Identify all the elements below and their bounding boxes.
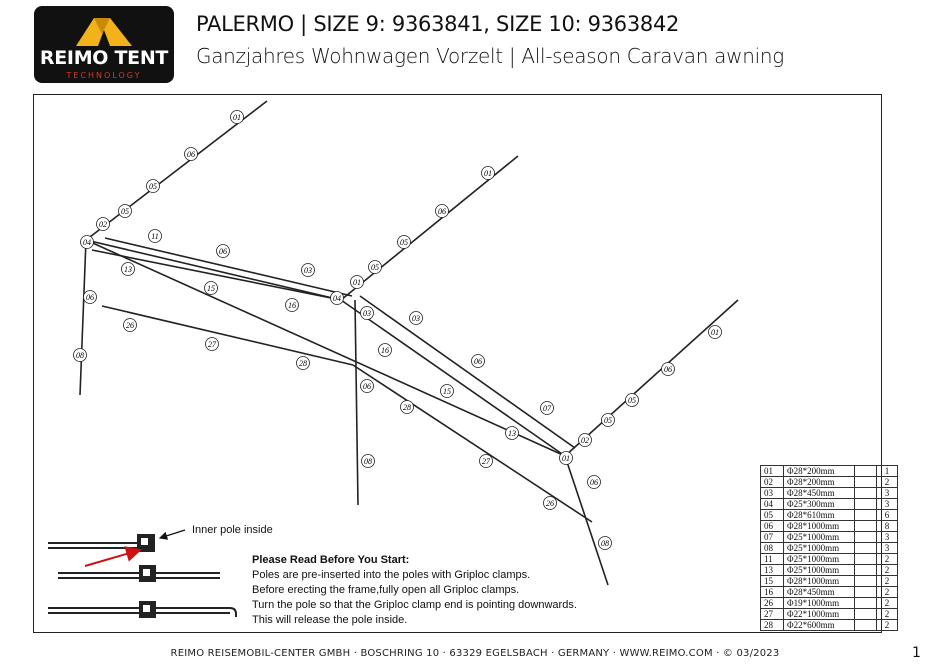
part-callout-number: 01 — [484, 169, 492, 178]
page-number: 1 — [912, 645, 921, 661]
parts-cell-spec: Φ28*200mm — [784, 466, 855, 477]
pole-segment — [105, 238, 352, 296]
part-callout-number: 26 — [546, 499, 554, 508]
pole-segment — [565, 300, 738, 456]
logo-wordmark: REIMO TENT — [39, 47, 169, 69]
parts-cell-qty: 2 — [877, 598, 898, 609]
part-callout-number: 02 — [99, 220, 107, 229]
document-title: PALERMO | SIZE 9: 9363841, SIZE 10: 9363842 — [196, 12, 680, 36]
parts-cell-qty: 2 — [877, 565, 898, 576]
part-callout-number: 03 — [363, 309, 371, 318]
part-callout — [351, 276, 364, 289]
parts-cell-spec: Φ22*1000mm — [784, 609, 855, 620]
parts-cell-blank — [855, 620, 877, 631]
parts-cell-qty: 2 — [877, 477, 898, 488]
part-callout — [588, 476, 601, 489]
part-callout-number: 01 — [353, 278, 361, 287]
instruction-line: Turn the pole so that the Griploc clamp end is pointing downwards. — [252, 599, 577, 611]
part-callout-number: 05 — [121, 207, 129, 216]
parts-cell-no: 02 — [761, 477, 784, 488]
parts-cell-blank — [855, 499, 877, 510]
part-callout — [441, 385, 454, 398]
part-callout-number: 03 — [304, 266, 312, 275]
part-callout-number: 06 — [187, 150, 195, 159]
part-callout-number: 13 — [124, 265, 132, 274]
part-callout-number: 05 — [149, 182, 157, 191]
part-callout — [398, 236, 411, 249]
parts-cell-blank — [855, 477, 877, 488]
parts-cell-blank — [855, 565, 877, 576]
parts-cell-spec: Φ28*1000mm — [784, 576, 855, 587]
parts-cell-qty: 2 — [877, 620, 898, 631]
parts-cell-qty: 1 — [877, 466, 898, 477]
parts-table-row — [761, 609, 898, 620]
parts-cell-blank — [855, 554, 877, 565]
part-callout-number: 08 — [601, 539, 609, 548]
parts-cell-qty: 2 — [877, 609, 898, 620]
parts-table-row — [761, 477, 898, 488]
pole-segment — [355, 300, 358, 505]
pole-segment — [341, 300, 565, 456]
parts-cell-blank — [855, 609, 877, 620]
logo-subtitle: TECHNOLOGY — [66, 71, 142, 80]
parts-table-row — [761, 466, 898, 477]
part-callout — [506, 427, 519, 440]
part-callout-number: 15 — [207, 284, 215, 293]
parts-cell-no: 07 — [761, 532, 784, 543]
part-callout — [410, 312, 423, 325]
parts-cell-spec: Φ28*450mm — [784, 488, 855, 499]
parts-cell-blank — [855, 466, 877, 477]
part-callout — [97, 218, 110, 231]
parts-cell-qty: 3 — [877, 532, 898, 543]
part-callout-number: 28 — [299, 359, 307, 368]
part-callout-number: 06 — [86, 293, 94, 302]
parts-table-row — [761, 488, 898, 499]
griploc-clamp-legend — [48, 530, 236, 618]
part-callout — [401, 401, 414, 414]
document-subtitle: Ganzjahres Wohnwagen Vorzelt | All-season Caravan awning — [196, 44, 784, 68]
part-callout — [599, 537, 612, 550]
part-callout-number: 01 — [711, 328, 719, 337]
parts-cell-spec: Φ28*1000mm — [784, 521, 855, 532]
instruction-line: Poles are pre-inserted into the poles with Griploc clamps. — [252, 569, 531, 581]
parts-cell-spec: Φ28*200mm — [784, 477, 855, 488]
part-callout — [286, 299, 299, 312]
parts-table-row — [761, 510, 898, 521]
parts-cell-qty: 6 — [877, 510, 898, 521]
parts-cell-spec: Φ25*1000mm — [784, 543, 855, 554]
parts-cell-spec: Φ28*450mm — [784, 587, 855, 598]
part-callout-number: 06 — [590, 478, 598, 487]
part-callout-number: 06 — [438, 207, 446, 216]
part-callout-number: 02 — [581, 436, 589, 445]
part-callout — [206, 338, 219, 351]
part-callout-number: 05 — [371, 263, 379, 272]
parts-cell-qty: 3 — [877, 543, 898, 554]
parts-cell-blank — [855, 587, 877, 598]
parts-cell-no: 13 — [761, 565, 784, 576]
parts-cell-spec: Φ25*1000mm — [784, 532, 855, 543]
part-callout-number: 27 — [482, 457, 490, 466]
inner-pole-label: Inner pole inside — [192, 524, 273, 536]
parts-cell-blank — [855, 488, 877, 499]
part-callout — [662, 363, 675, 376]
parts-table — [760, 465, 898, 631]
part-callout-number: 06 — [474, 357, 482, 366]
parts-cell-no: 11 — [761, 554, 784, 565]
part-callout — [124, 319, 137, 332]
part-callout — [185, 148, 198, 161]
part-callout — [560, 452, 573, 465]
parts-cell-no: 08 — [761, 543, 784, 554]
parts-cell-qty: 2 — [877, 587, 898, 598]
instruction-line: This will release the pole inside. — [252, 614, 408, 626]
parts-cell-qty: 2 — [877, 576, 898, 587]
parts-cell-no: 16 — [761, 587, 784, 598]
part-callout — [472, 355, 485, 368]
pole-segment — [80, 240, 86, 395]
parts-cell-spec: Φ22*600mm — [784, 620, 855, 631]
parts-cell-spec: Φ19*1000mm — [784, 598, 855, 609]
part-callout-number: 04 — [83, 238, 91, 247]
parts-cell-blank — [855, 543, 877, 554]
part-callout-number: 11 — [151, 232, 159, 241]
parts-cell-spec: Φ28*610mm — [784, 510, 855, 521]
parts-cell-spec: Φ25*300mm — [784, 499, 855, 510]
part-callout-number: 28 — [403, 403, 411, 412]
parts-cell-no: 26 — [761, 598, 784, 609]
pole-segment — [102, 306, 353, 365]
parts-cell-spec: Φ25*1000mm — [784, 565, 855, 576]
part-callout-number: 16 — [381, 346, 389, 355]
part-callout — [297, 357, 310, 370]
parts-cell-no: 03 — [761, 488, 784, 499]
part-callout — [302, 264, 315, 277]
part-callout-number: 26 — [126, 321, 134, 330]
instructions-heading: Please Read Before You Start: — [252, 554, 410, 566]
pole-segment — [360, 296, 575, 448]
part-callout — [331, 292, 344, 305]
part-callout — [602, 414, 615, 427]
parts-table-row — [761, 576, 898, 587]
part-callout-number: 01 — [233, 113, 241, 122]
part-callout — [436, 205, 449, 218]
part-callout-number: 13 — [508, 429, 516, 438]
parts-cell-no: 01 — [761, 466, 784, 477]
parts-table-row — [761, 521, 898, 532]
parts-cell-blank — [855, 510, 877, 521]
parts-table-row — [761, 532, 898, 543]
parts-cell-no: 15 — [761, 576, 784, 587]
part-callout-number: 06 — [664, 365, 672, 374]
part-callout — [626, 394, 639, 407]
pole-segment — [353, 365, 592, 522]
part-callout-number: 04 — [333, 294, 341, 303]
parts-cell-no: 28 — [761, 620, 784, 631]
part-callout — [147, 180, 160, 193]
part-callout — [74, 349, 87, 362]
part-callout — [361, 380, 374, 393]
part-callout-number: 06 — [219, 247, 227, 256]
part-callout-number: 27 — [208, 340, 216, 349]
parts-table-row — [761, 543, 898, 554]
part-callout-number: 08 — [364, 457, 372, 466]
part-callout — [119, 205, 132, 218]
parts-table-row — [761, 565, 898, 576]
parts-cell-qty: 8 — [877, 521, 898, 532]
part-callout-number: 16 — [288, 301, 296, 310]
parts-cell-no: 05 — [761, 510, 784, 521]
part-callout — [122, 263, 135, 276]
part-callout — [231, 111, 244, 124]
parts-table-row — [761, 587, 898, 598]
part-callout — [149, 230, 162, 243]
instruction-line: Before erecting the frame,fully open all Griploc clamps. — [252, 584, 520, 596]
part-callout-number: 05 — [628, 396, 636, 405]
part-callout-number: 05 — [604, 416, 612, 425]
parts-cell-blank — [855, 576, 877, 587]
part-callout-number: 05 — [400, 238, 408, 247]
part-callout — [579, 434, 592, 447]
part-callout-number: 03 — [412, 314, 420, 323]
parts-cell-qty: 2 — [877, 554, 898, 565]
part-callout — [709, 326, 722, 339]
part-callout — [84, 291, 97, 304]
parts-cell-blank — [855, 521, 877, 532]
instructions-block — [252, 553, 577, 628]
part-callout-number: 07 — [543, 404, 551, 413]
part-callout-number: 06 — [363, 382, 371, 391]
part-callout — [541, 402, 554, 415]
part-callout-number: 15 — [443, 387, 451, 396]
company-footer: REIMO REISEMOBIL-CENTER GMBH · BOSCHRING 10 · 63329 EGELSBACH · GERMANY · WWW.REIMO.COM · © 03/2023 — [170, 648, 780, 659]
pole-segment — [86, 240, 565, 456]
parts-cell-no: 06 — [761, 521, 784, 532]
parts-table-row — [761, 598, 898, 609]
parts-cell-qty: 3 — [877, 499, 898, 510]
parts-table-row — [761, 620, 898, 631]
part-callout — [369, 261, 382, 274]
parts-cell-blank — [855, 532, 877, 543]
part-callout — [361, 307, 374, 320]
parts-cell-spec: Φ25*1000mm — [784, 554, 855, 565]
parts-cell-no: 04 — [761, 499, 784, 510]
part-callout — [482, 167, 495, 180]
parts-cell-qty: 3 — [877, 488, 898, 499]
part-callout — [217, 245, 230, 258]
part-callout-number: 08 — [76, 351, 84, 360]
parts-table-row — [761, 499, 898, 510]
part-callout — [205, 282, 218, 295]
parts-cell-blank — [855, 598, 877, 609]
parts-table-row — [761, 554, 898, 565]
part-callout — [362, 455, 375, 468]
part-callout — [544, 497, 557, 510]
parts-cell-no: 27 — [761, 609, 784, 620]
part-callout — [480, 455, 493, 468]
part-callout — [81, 236, 94, 249]
part-callout-number: 01 — [562, 454, 570, 463]
part-callout — [379, 344, 392, 357]
